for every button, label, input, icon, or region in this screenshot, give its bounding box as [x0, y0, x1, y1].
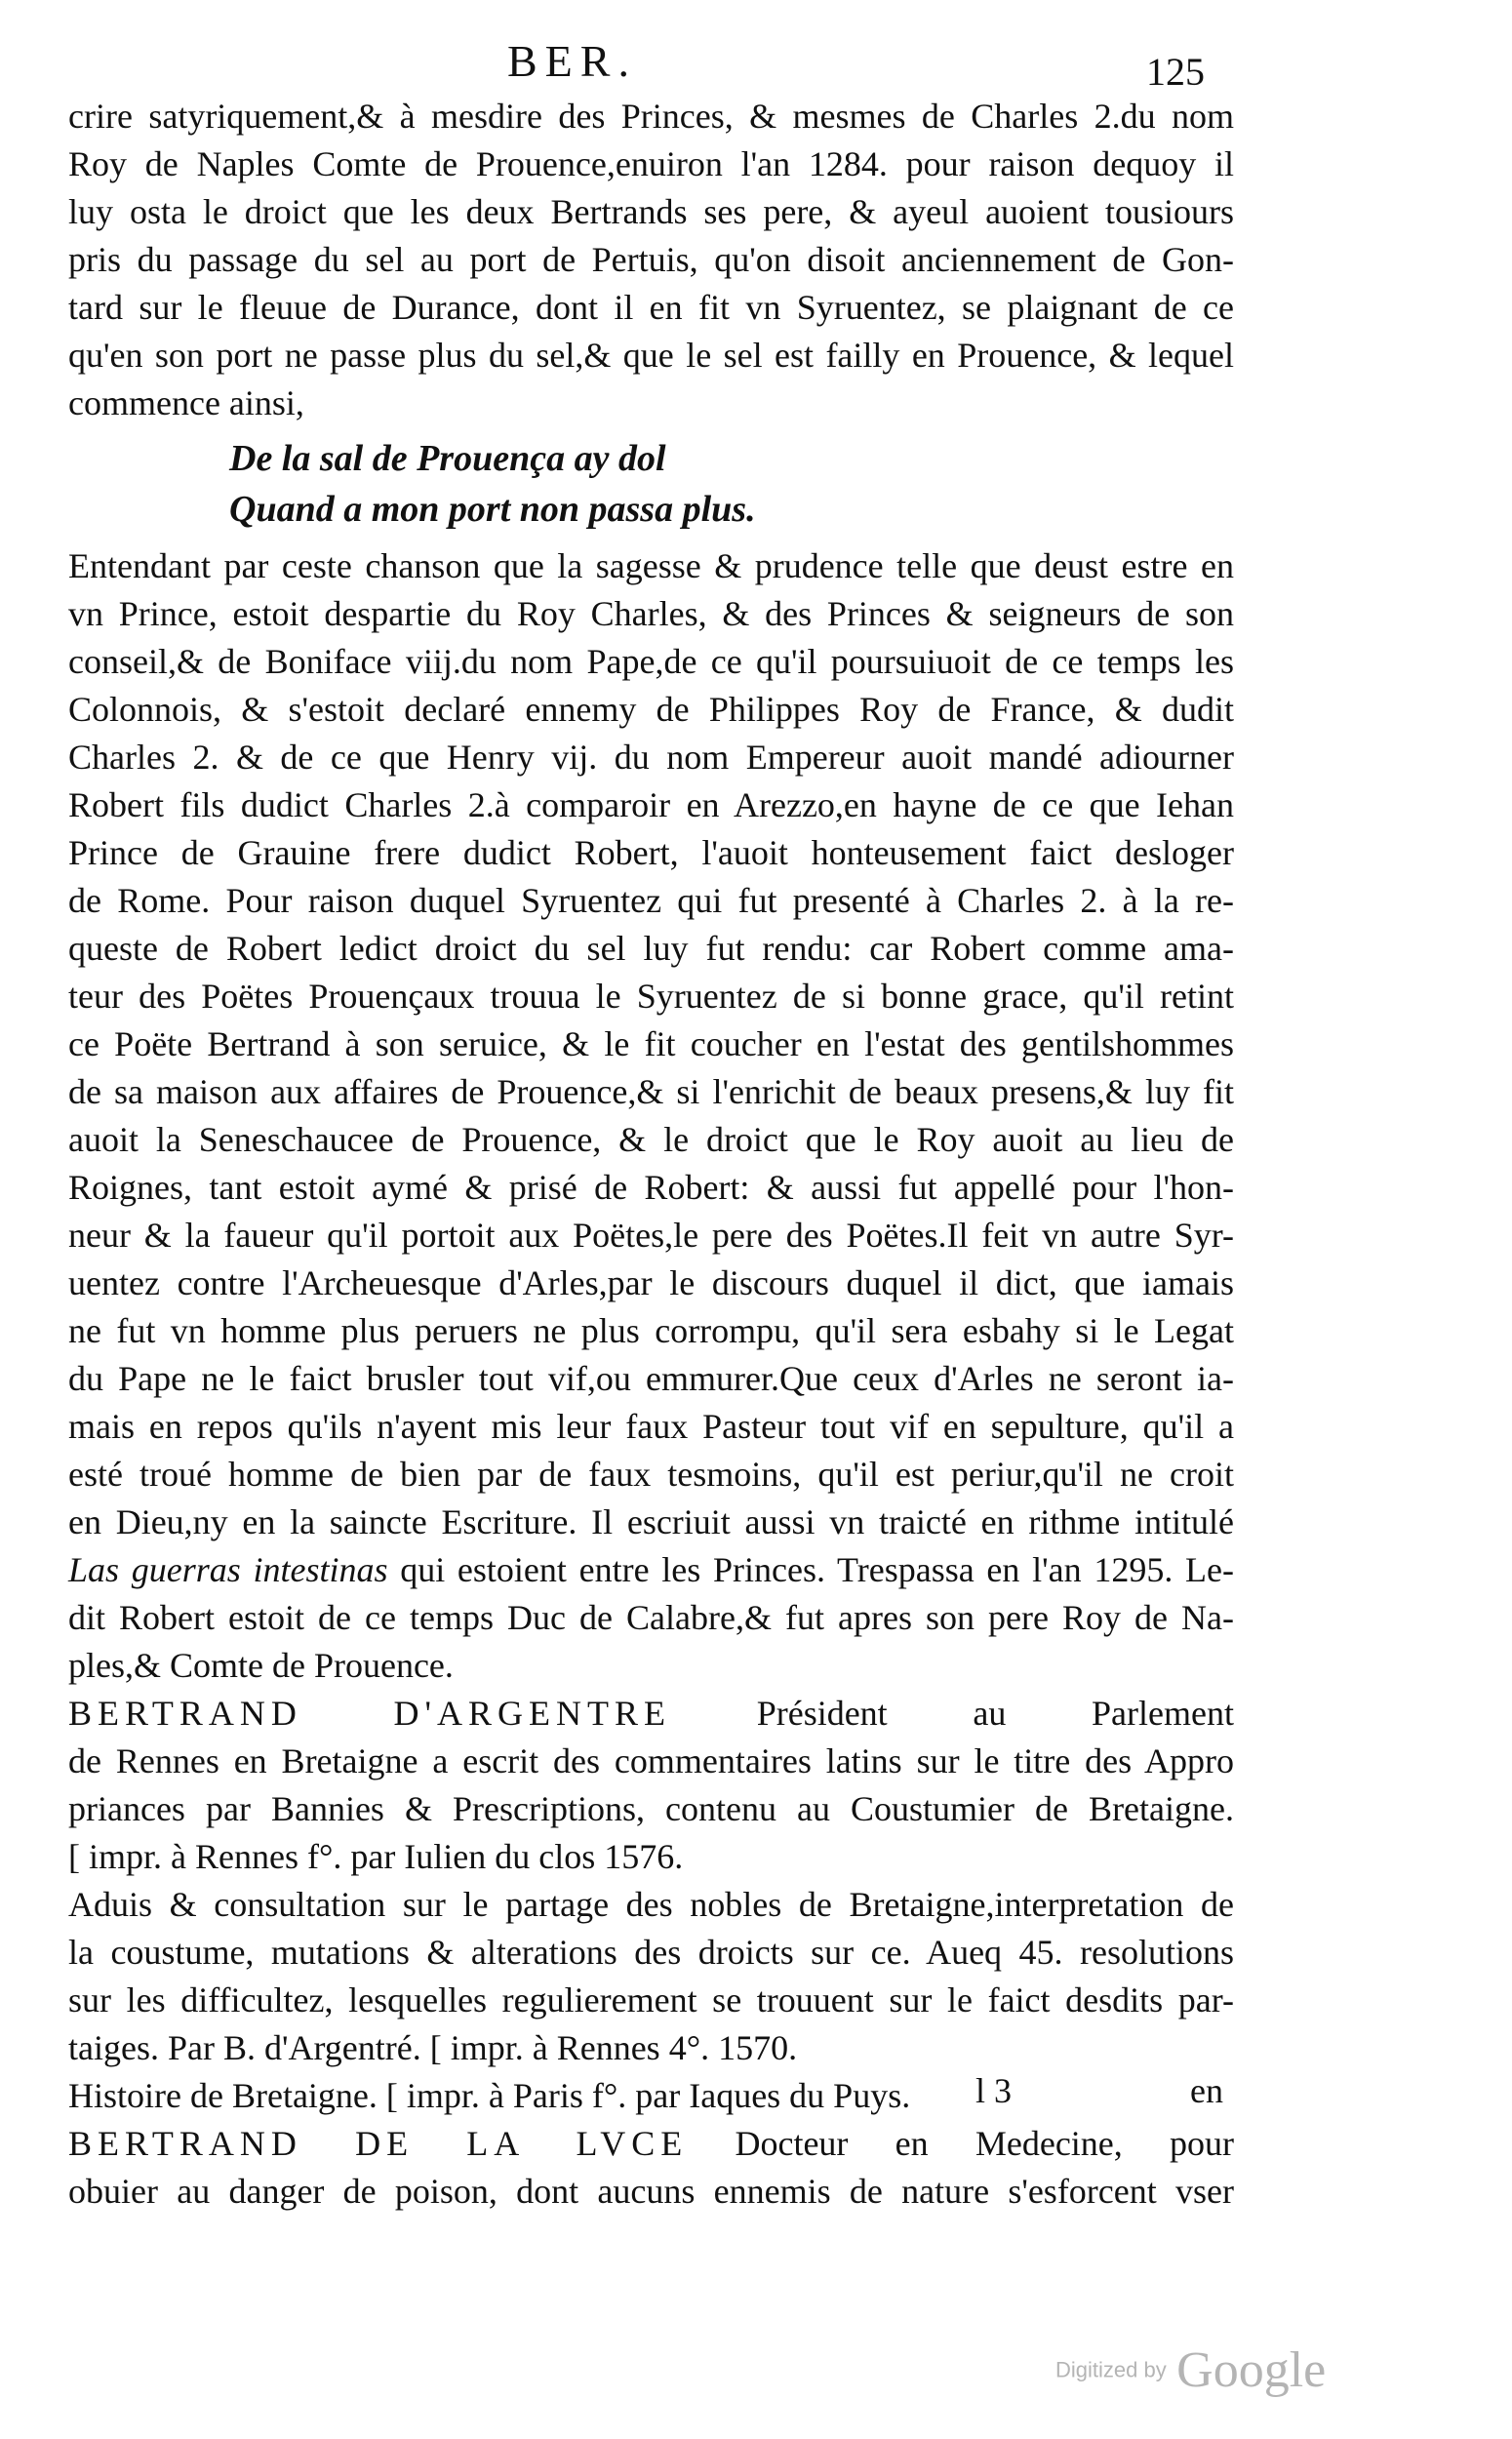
text-line: crire satyriquement,& à mesdire des Princes, & mesmes de Charles 2.du nom: [68, 97, 1234, 136]
text-line: ples,& Comte de Prouence.: [68, 1646, 454, 1685]
text-line: esté troué homme de bien par de faux tesmoins, qu'il est periur,qu'il ne croit: [68, 1455, 1234, 1494]
text-line: Aduis & consultation sur le partage des nobles de Bretaigne,interpretation de: [68, 1885, 1234, 1924]
entry-heading-line: [68, 2120, 1234, 2168]
text-line: Charles 2. & de ce que Henry vij. du nom Empereur auoit mandé adiourner: [68, 738, 1234, 777]
text-line: de Rome. Pour raison duquel Syruentez qui fut presenté à Charles 2. à la re-: [68, 881, 1234, 920]
digitized-watermark: [1055, 2341, 1326, 2399]
text-fragment: Docteur en Medecine, pour: [688, 2124, 1235, 2163]
text-line: du Pape ne le faict brusler tout vif,ou emmurer.Que ceux d'Arles ne seront ia-: [68, 1359, 1234, 1398]
text-line: Roignes, tant estoit aymé & prisé de Robert: & aussi fut appellé pour l'hon-: [68, 1168, 1234, 1207]
text-line: [ impr. à Rennes f°. par Iulien du clos 1576.: [68, 1837, 684, 1876]
text-line: Prince de Grauine frere dudict Robert, l'auoit honteusement faict desloger: [68, 833, 1234, 872]
text-fragment: qui estoient entre les Princes. Trespassa en l'an 1295. Le-: [387, 1550, 1234, 1589]
text-line: qu'en son port ne passe plus du sel,& que le sel est failly en Prouence, & lequel: [68, 336, 1234, 375]
running-head: BER.: [507, 36, 637, 86]
text-line: conseil,& de Boniface viij.du nom Pape,de ce qu'il poursuiuoit de ce temps les: [68, 642, 1234, 681]
text-line: en Dieu,ny en la saincte Escriture. Il escriuit aussi vn traicté en rithme intitulé: [68, 1502, 1234, 1541]
page-number: 125: [1146, 50, 1205, 94]
text-line: Entendant par ceste chanson que la sagesse & prudence telle que deust estre en: [68, 546, 1234, 585]
text-line: Roy de Naples Comte de Prouence,enuiron l'an 1284. pour raison dequoy il: [68, 144, 1234, 183]
entry-name: BERTRAND D'ARGENTRE: [68, 1694, 672, 1733]
watermark-brand: Google: [1176, 2342, 1327, 2398]
text-line-with-title: [68, 1546, 1234, 1594]
text-line: teur des Poëtes Prouençaux trouua le Syruentez de si bonne grace, qu'il retint: [68, 977, 1234, 1016]
text-line: vn Prince, estoit despartie du Roy Charles, & des Princes & seigneurs de son: [68, 594, 1234, 633]
verse-line: De la sal de Prouença ay dol: [229, 438, 666, 479]
text-line: taiges. Par B. d'Argentré. [ impr. à Rennes 4°. 1570.: [68, 2028, 798, 2067]
text-line: commence ainsi,: [68, 383, 304, 422]
text-line: tard sur le fleuue de Durance, dont il en fit vn Syruentez, se plaignant de ce: [68, 288, 1234, 327]
text-line: Robert fils dudict Charles 2.à comparoir en Arezzo,en hayne de ce que Iehan: [68, 785, 1234, 824]
text-line: queste de Robert ledict droict du sel luy fut rendu: car Robert comme ama-: [68, 929, 1234, 968]
text-line: de sa maison aux affaires de Prouence,& si l'enrichit de beaux presens,& luy fit: [68, 1072, 1234, 1111]
text-line: dit Robert estoit de ce temps Duc de Calabre,& fut apres son pere Roy de Na-: [68, 1598, 1234, 1637]
text-line: Histoire de Bretaigne. [ impr. à Paris f°. par Iaques du Puys.: [68, 2076, 911, 2115]
entry-heading-line: [68, 1690, 1234, 1738]
entry-name: BERTRAND DE LA LVCE: [68, 2124, 689, 2163]
text-fragment: Président au Parlement: [671, 1694, 1234, 1733]
text-line: sur les difficultez, lesquelles regulierement se trouuent sur le faict desdits par-: [68, 1980, 1234, 2019]
main-text: [68, 93, 1234, 2216]
text-line: de Rennes en Bretaigne a escrit des commentaires latins sur le titre des Appro: [68, 1741, 1234, 1780]
text-line: pris du passage du sel au port de Pertuis, qu'on disoit anciennement de Gon-: [68, 240, 1234, 279]
text-line: obuier au danger de poison, dont aucuns ennemis de nature s'esforcent vser: [68, 2172, 1234, 2211]
catchword: en: [1190, 2071, 1223, 2110]
text-line: Colonnois, & s'estoit declaré ennemy de Philippes Roy de France, & dudit: [68, 690, 1234, 729]
text-line: uentez contre l'Archeuesque d'Arles,par le discours duquel il dict, que iamais: [68, 1263, 1234, 1302]
watermark-prefix: Digitized by: [1055, 2357, 1167, 2382]
text-line: ce Poëte Bertrand à son seruice, & le fit coucher en l'estat des gentilshommes: [68, 1024, 1234, 1063]
text-line: ne fut vn homme plus peruers ne plus corrompu, qu'il sera esbahy si le Legat: [68, 1311, 1234, 1350]
work-title: Las guerras intestinas: [68, 1550, 388, 1589]
text-line: priances par Bannies & Prescriptions, contenu au Coustumier de Bretaigne.: [68, 1789, 1234, 1828]
text-line: auoit la Seneschaucee de Prouence, & le droict que le Roy auoit au lieu de: [68, 1120, 1234, 1159]
text-line: la coustume, mutations & alterations des droicts sur ce. Aueq 45. resolutions: [68, 1933, 1234, 1972]
signature-mark: l 3: [975, 2071, 1013, 2110]
text-line: mais en repos qu'ils n'ayent mis leur faux Pasteur tout vif en sepulture, qu'il a: [68, 1407, 1234, 1446]
verse-line: Quand a mon port non passa plus.: [229, 489, 756, 530]
text-line: luy osta le droict que les deux Bertrands ses pere, & ayeul auoient tousiours: [68, 192, 1234, 231]
text-line: neur & la faueur qu'il portoit aux Poëtes,le pere des Poëtes.Il feit vn autre Syr-: [68, 1216, 1234, 1255]
